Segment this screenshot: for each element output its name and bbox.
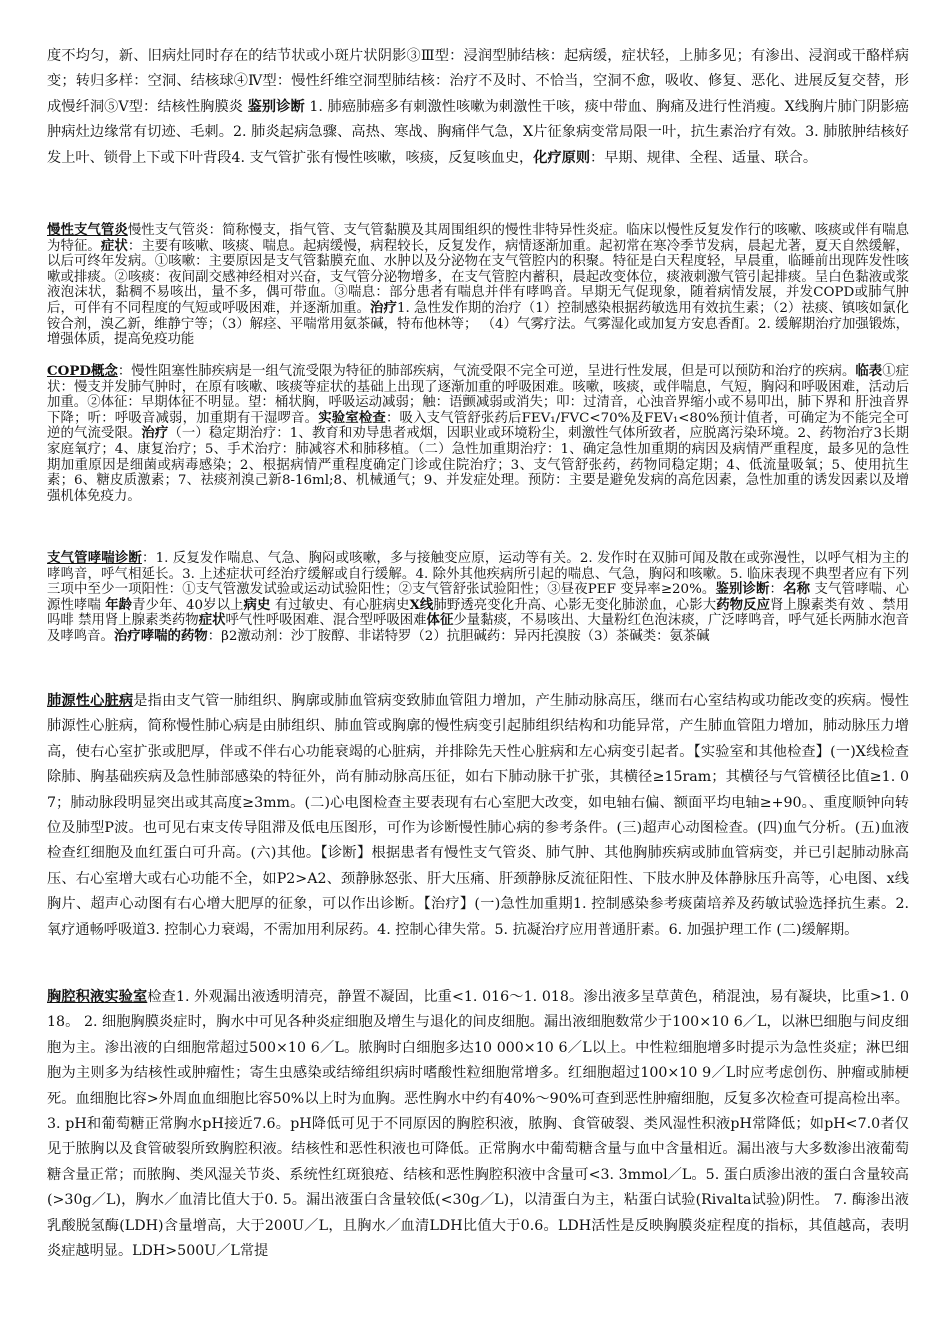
body-text: 肾上腺素类有效 、禁用吗啡 禁用肾上腺素类药物 — [47, 597, 909, 629]
body-text: ：1. 反复发作喘息、气急、胸闷或咳嗽，多与接触变应原，运动等有关。2. 发作时在双肺可闻及散在或弥漫性，以呼气相为主的哮鸣音，呼气相延长。3. 上述症状可经治疗缓解或自行缓解。4. 除外其他疾病所引起的喘息、气急，胸闷和咳嗽。5. 临床表现不典型者应有下列三项中至少一项阳性：①支气管激发试验或运动试验阳性；②支气管舒张试验阳性；③昼夜PEF 变异率≥20%。 — [47, 551, 910, 598]
chronic-bronchitis-paragraph — [47, 223, 909, 348]
bold-term: X线 — [409, 596, 434, 613]
section-heading: 胸腔积液实验室 — [47, 989, 148, 1005]
body-text: （一）稳定期治疗：1、教育和劝导患者戒烟，因职业或环境粉尘，刺激性气体所致者，应脱离污染环境。2、药物治疗3长期家庭氧疗；4、康复治疗；5、手术治疗：肺减容术和肺移植。（二）急性加重期治疗：1、确定急性加重期的病因及病情严重程度，最多见的急性期加重原因是细菌或病毒感染；2、根据病情严重程度确定门诊或住院治疗；3、支气管舒张药，药物同稳定期；4、低流量吸氧；5、使用抗生素；6、糖皮质激素；7、祛痰剂溴己新8-16ml;8、机械通气；9、并发症处理。预防：主要是避免发病的高危因素，急性加重的诱发因素以及增强机体免疫力。 — [47, 426, 910, 504]
bold-term: 实验室检查 — [318, 409, 386, 426]
body-text: ①症状：慢支并发肺气肿时，在原有咳嗽、咳痰等症状的基础上出现了逐渐加重的呼吸困难。咳嗽，咳痰，或伴喘息，气短，胸闷和呼吸困难，活动后加重。②体征：早期体征不明显。望：桶状胸，呼吸运动减弱；触：语颤减弱或消失；叩：过清音，心浊音界缩小或不易叩出，肺下界和 肝浊音界下降；听：呼吸音减弱，加重期有干湿啰音。 — [47, 364, 910, 426]
body-text: 支气管哮喘、心源性哮喘 — [47, 582, 910, 613]
section-heading: 肺源性心脏病 — [47, 693, 134, 709]
body-text: 慢性支气管炎：简称慢支，指气管、支气管黏膜及其周围组织的慢性非特异性炎症。临床以慢性反复发作行的咳嗽、咳痰或伴有喘息为特征。 — [47, 223, 910, 254]
body-text: 肺野透亮变化升高、心影无变化肺淤血，心影大 — [433, 597, 717, 613]
bold-term: 症状 — [198, 612, 226, 629]
body-text: 是指由支气管一肺组织、胸廓或肺血管病变致肺血管阻力增加，产生肺动脉高压，继而右心室结构或功能改变的疾病。慢性肺源性心脏病，简称慢性肺心病是由肺组织、肺血管或胸廓的慢性病变引起肺组织结构和功能异常，产生肺血管阻力增加，肺动脉压力增高，使右心室扩张或肥厚，伴或不伴右心功能衰竭的心脏病，并排除先天性心脏病和左心病变引起者。【实验室和其他检查】(一)X线检查除肺、胸基础疾病及急性肺部感染的特征外，尚有肺动脉高压征，如右下肺动脉干扩张，其横径≥15ram；其横径与气管横径比值≥1. 07；肺动脉段明显突出或其高度≥3mm。(二)心电图检查主要表现有右心室肥大改变，如电轴右偏、额面平均电轴≥+90。、重度顺钟向转位及肺型P波。也可见右束支传导阻滞及低电压图形，可作为诊断慢性肺心病的参考条件。(三)超声心动图检查。(四)血气分析。(五)血液检查红细胞及血红蛋白可升高。(六)其他。【诊断】根据患者有慢性支气管炎、肺气肿、其他胸肺疾病或肺血管病变，并已引起肺动脉高压、右心室增大或右心功能不全，如P2>A2、颈静脉怒张、肝大压痛、肝颈静脉反流征阳性、下肢水肿及体静脉压升高等，心电图、x线胸片、超声心动图有右心增大肥厚的征象，可以作出诊断。【治疗】(一)急性加重期1. 控制感染参考痰菌培养及药敏试验选择抗生素。2. 氧疗通畅呼吸道3. 控制心力衰竭，不需加用利尿药。4. 控制心律失常。5. 抗凝治疗应用普通肝素。6. 加强护理工作 (二)缓解期。 — [47, 693, 909, 938]
body-text: 呼气性呼吸困难、混合型呼吸困难 — [225, 613, 427, 629]
section-heading: 慢性支气管炎 — [47, 222, 128, 238]
bold-term: 年龄 — [105, 596, 133, 613]
body-text: 少量黏痰，不易咳出、大量粉红色泡沫痰，广泛哮鸣音，呼气延长两肺水泡音及哮鸣音。 — [47, 613, 910, 644]
body-text: 度不均匀，新、旧病灶同时存在的结节状或小斑片状阴影③Ⅲ型：浸润型肺结核：起病缓，症状轻，上肺多见；有渗出、浸润或干酪样病变；转归多样：空洞、结核球④Ⅳ型：慢性纤维空洞型肺结核：治疗不及时、不恰当，空洞不愈，吸收、修复、恶化、进展反复交替，形成慢纤洞⑤Ⅴ型：结核性胸膜炎 — [47, 48, 909, 115]
body-text: ：β2激动剂：沙丁胺醇、非诺特罗（2）抗胆碱药：异丙托溴胺（3）茶碱类：氨茶碱 — [207, 628, 710, 644]
body-text: 1. 肺癌肺癌多有刺激性咳嗽为刺激性干咳，痰中带血、胸痛及进行性消瘦。X线胸片肺门阴影癌肿病灶边缘常有切迹、毛刺。2. 肺炎起病急骤、高热、寒战、胸痛伴气急，X片征象病变常局限一叶，抗生素治疗有效。3. 肺脓肿结核好发上叶、锁骨上下或下叶背段4. 支气管扩张有慢性咳嗽，咳痰，反复咳血史， — [47, 98, 909, 166]
body-text: 检查1. 外观漏出液透明清亮，静置不凝固，比重<1. 016～1. 018。渗出液多呈草黄色，稍混浊，易有凝块，比重>1. 018。 2. 细胞胸膜炎症时，胸水中可见各种炎症细胞及增生与退化的间皮细胞。漏出液细胞数常少于100×10 6／L，以淋巴细胞与间皮细胞为主。渗出液的白细胞常超过500×10 6／L。脓胸时白细胞多达10 000×10 6／L以上。中性粒细胞增多时提示为急性炎症；淋巴细胞为主则多为结核性或肿瘤性；寄生虫感染或结缔组织病时嗜酸性粒细胞常增多。红细胞超过100×10 9／L时应考虑创伤、肿瘤或肺梗死。血细胞比容>外周血血细胞比容50%以上时为血胸。恶性胸水中约有40%～90%可查到恶性肿瘤细胞，反复多次检查可提高检出率。3. pH和葡萄糖正常胸水pH接近7.6。pH降低可见于不同原因的胸腔积液，脓胸、食管破裂、类风湿性积液pH常降低；如pH<7.0者仅见于脓胸以及食管破裂所致胸腔积液。结核性和恶性积液也可降低。正常胸水中葡萄糖含量与血中含量相近。漏出液与大多数渗出液葡萄糖含量正常；而脓胸、类风湿关节炎、系统性红斑狼疮、结核和恶性胸腔积液中含量可<3. 3mmol／L。5. 蛋白质渗出液的蛋白含量较高(>30g／L)，胸水／血清比值大于0. 5。漏出液蛋白含量较低(<30g／L)，以清蛋白为主，粘蛋白试验(Rivalta试验)阴性。 7. 酶渗出液乳酸脱氢酶(LDH)含量增高，大于200U／L，且胸水／血清LDH比值大于0.6。LDH活性是反映胸膜炎症程度的指标，其值越高，表明炎症越明显。LDH>500U／L常提 — [47, 989, 909, 1260]
bold-term: 治疗哮喘的药物 — [113, 627, 208, 644]
body-text: ：早期、规律、全程、适量、联合。 — [590, 149, 818, 166]
bold-term: 名称 — [783, 581, 811, 598]
bold-term: 鉴别诊断 — [247, 98, 305, 115]
body-text: ：吸入支气管舒张药后FEV₁/FVC<70%及FEV₁<80%预计值者，可确定为不能完全可逆的气流受限。 — [47, 410, 910, 442]
bold-term: 治疗 — [370, 299, 397, 316]
body-text: ： — [769, 582, 784, 598]
bold-term: 药物反应 — [716, 596, 771, 613]
section-heading: 支气管哮喘诊断 — [47, 550, 142, 566]
pleural-effusion-paragraph — [47, 985, 909, 1264]
tb-continuation-paragraph — [47, 44, 909, 171]
body-text: 有过敏史、有心脏病史 — [270, 597, 410, 613]
body-text: 青少年、40岁以上 — [132, 597, 244, 613]
cor-pulmonale-paragraph — [47, 689, 909, 943]
bold-term: 症状 — [100, 237, 128, 254]
body-text: ：主要有咳嗽、咳痰、喘息。起病缓慢，病程较长，反复发作，病情逐渐加重。起初常在寒冷季节发病，晨起尤著，夏天自然缓解，以后可终年发病。①咳嗽：主要原因是支气管黏膜充血、水肿以及分泌物在支气管腔内的积聚。特征是白天程度轻，早晨重，临睡前出现阵发性咳嗽或排痰。②咳痰：夜间副交感神经相对兴奋，支气管分泌物增多，在支气管腔内蓄积，晨起改变体位，痰液刺激气管引起排痰。呈白色黏液或浆液泡沫状，黏稠不易咳出，量不多，偶可带血。③喘息：部分患者有喘息并伴有哮鸣音。早期无气促现象，随着病情发展，并发COPD或肺气肿后，可伴有不同程度的气短或呼吸困难，并逐渐加重。 — [47, 238, 910, 316]
section-heading: COPD概念 — [47, 363, 118, 379]
bold-term: 体征 — [426, 612, 454, 629]
bold-term: 鉴别诊断 — [715, 581, 770, 598]
body-text: ：慢性阻塞性肺疾病是一组气流受限为特征的肺部疾病，气流受限不完全可逆，呈进行性发展，但是可以预防和治疗的疾病。 — [117, 364, 856, 379]
bold-term: 化疗原则 — [533, 149, 591, 166]
body-text: 1. 急性发作期的治疗（1）控制感染根据药敏选用有效抗生素；（2）祛痰、镇咳如氯化铵合剂，溴乙新，维静宁等；（3）解痉、平喘常用氨茶碱，特布他林等； （4）气雾疗法。气雾湿化或加复方安息香酊。2. 缓解期治疗加强锻炼，增强体质，提高免疫功能 — [47, 300, 910, 348]
bold-term: 治疗 — [141, 425, 169, 442]
bold-term: 临表 — [855, 363, 883, 379]
asthma-paragraph — [47, 551, 909, 645]
copd-paragraph — [47, 364, 909, 504]
bold-term: 病史 — [243, 596, 271, 613]
